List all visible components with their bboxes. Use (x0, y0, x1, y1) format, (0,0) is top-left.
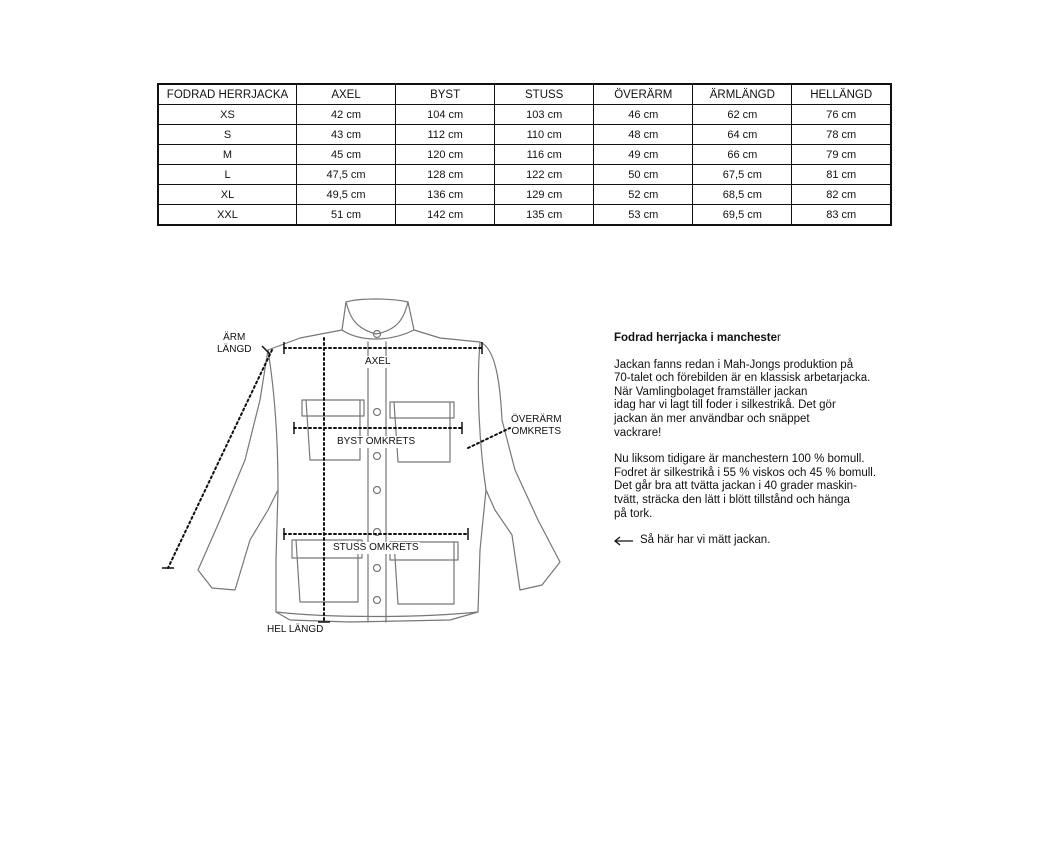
table-cell: 110 cm (495, 125, 594, 145)
measurement-note (614, 534, 914, 548)
table-cell: 69,5 cm (693, 205, 792, 226)
buttons (374, 331, 381, 604)
description-paragraph-2: Nu liksom tidigare är manchestern 100 % bomull. Fodret är silkestrikå i 55 % viskos och 45 % bomull. Det går bra att tvätta jackan i 40 grader maskin- tvätt, sträcka den lätt i blött tillstånd och hänga på tork. (614, 453, 877, 520)
description-title-main: Fodrad herrjacka i mancheste (614, 332, 777, 344)
table-cell: 112 cm (396, 125, 495, 145)
table-cell: S (158, 125, 297, 145)
table-cell: 136 cm (396, 185, 495, 205)
table-cell: XXL (158, 205, 297, 226)
table-cell: 128 cm (396, 165, 495, 185)
table-cell: 142 cm (396, 205, 495, 226)
table-cell: 103 cm (495, 105, 594, 125)
table-cell: 135 cm (495, 205, 594, 226)
upper-arm-measure-line (468, 428, 510, 448)
size-table-body (158, 105, 891, 226)
table-cell: M (158, 145, 297, 165)
table-cell: 45 cm (297, 145, 396, 165)
table-cell: 120 cm (396, 145, 495, 165)
header-sleeve-length: ÄRMLÄNGD (693, 84, 792, 105)
description-title (614, 332, 914, 346)
label-full-length: HEL LÄNGD (267, 624, 324, 635)
description-title-end: r (776, 332, 781, 344)
table-cell: L (158, 165, 297, 185)
chest-pocket-left (302, 400, 364, 460)
header-product: FODRAD HERRJACKA (158, 84, 297, 105)
table-cell: 76 cm (792, 105, 891, 125)
table-cell: 66 cm (693, 145, 792, 165)
table-cell: 67,5 cm (693, 165, 792, 185)
chest-pocket-right (390, 402, 454, 462)
table-cell: 116 cm (495, 145, 594, 165)
header-upper-arm: ÖVERÄRM (594, 84, 693, 105)
table-cell: 68,5 cm (693, 185, 792, 205)
table-cell: 48 cm (594, 125, 693, 145)
label-upper-arm: ÖVERÄRM OMKRETS (511, 414, 562, 437)
table-row (158, 185, 891, 205)
table-row (158, 125, 891, 145)
table-cell: 78 cm (792, 125, 891, 145)
table-cell: 83 cm (792, 205, 891, 226)
table-cell: 51 cm (297, 205, 396, 226)
label-sleeve-length: ÄRM LÄNGD (217, 332, 252, 355)
table-cell: 47,5 cm (297, 165, 396, 185)
table-cell: 104 cm (396, 105, 495, 125)
table-cell: 52 cm (594, 185, 693, 205)
measurement-note-text: Så här har vi mätt jackan. (640, 534, 771, 547)
table-row (158, 145, 891, 165)
table-row (158, 105, 891, 125)
table-cell: 129 cm (495, 185, 594, 205)
header-shoulder: AXEL (297, 84, 396, 105)
jacket-measurement-diagram (150, 290, 590, 640)
collar (346, 302, 408, 334)
sleeve-length-measure-line (168, 350, 272, 568)
table-cell: XS (158, 105, 297, 125)
description-paragraph-1: Jackan fanns redan i Mah-Jongs produktion på 70-talet och förebilden är en klassisk arbetarjacka. När Vamlingbolaget framställer jackan idag har vi lagt till foder i silkestrikå. Det gör jackan än mer användbar och snäppet vackrare! (614, 358, 871, 439)
table-cell: 49 cm (594, 145, 693, 165)
table-cell: 43 cm (297, 125, 396, 145)
header-hip: STUSS (495, 84, 594, 105)
header-bust: BYST (396, 84, 495, 105)
table-cell: 53 cm (594, 205, 693, 226)
table-cell: 62 cm (693, 105, 792, 125)
table-cell: 46 cm (594, 105, 693, 125)
table-cell: 82 cm (792, 185, 891, 205)
table-cell: 81 cm (792, 165, 891, 185)
table-cell: XL (158, 185, 297, 205)
header-full-length: HELLÄNGD (792, 84, 891, 105)
label-bust: BYST OMKRETS (337, 436, 416, 447)
arrow-left-icon (614, 536, 634, 546)
table-cell: 79 cm (792, 145, 891, 165)
table-cell: 49,5 cm (297, 185, 396, 205)
label-hip: STUSS OMKRETS (333, 542, 419, 553)
table-row (158, 205, 891, 226)
size-table (157, 83, 892, 226)
placket (368, 342, 386, 622)
label-shoulder: AXEL (365, 356, 391, 367)
table-cell: 42 cm (297, 105, 396, 125)
table-cell: 50 cm (594, 165, 693, 185)
product-description (614, 332, 914, 548)
table-cell: 64 cm (693, 125, 792, 145)
size-table-header-row (158, 84, 891, 105)
table-row (158, 165, 891, 185)
table-cell: 122 cm (495, 165, 594, 185)
